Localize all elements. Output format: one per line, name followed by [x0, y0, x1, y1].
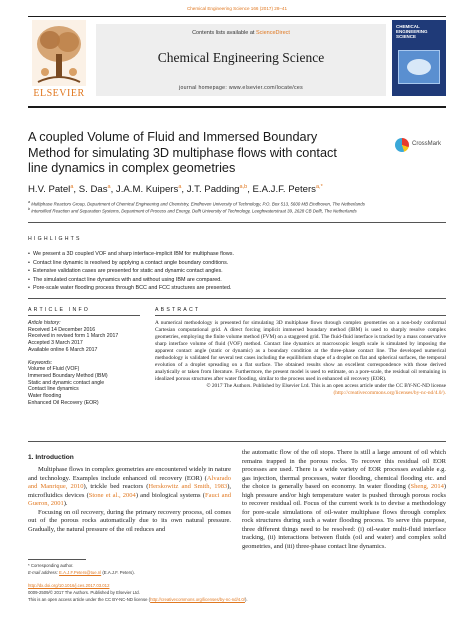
abstract-license: © 2017 The Authors. Published by Elsevier Ltd. This is an open access article under the CC BY-NC-ND license (http://creativecommons.org/licenses/by-nc-nd/4.0/).: [206, 383, 446, 397]
highlights-heading: HIGHLIGHTS: [28, 236, 82, 242]
crossmark-label: CrossMark: [412, 141, 442, 147]
journal-homepage[interactable]: journal homepage: www.elsevier.com/locate/ces: [179, 85, 303, 91]
author[interactable]: E.A.J.F. Peters$^{a,*}$: [252, 184, 323, 196]
crossmark-button[interactable]: [395, 138, 455, 154]
article-info: [28, 320, 140, 406]
email-note: E-mail address: E.A.J.F.Peters@tue.nl (E.A.J.F. Peters).: [28, 570, 135, 575]
author[interactable]: H.V. Patel$^a$: [28, 184, 74, 196]
highlight-item: • The simulated contact line dynamics with and without using IBM are compared.: [28, 276, 446, 285]
author[interactable]: J.A.M. Kuipers$^a$: [115, 184, 182, 196]
cover-illustration: [398, 50, 440, 84]
highlights-list: [28, 250, 446, 293]
citation-link[interactable]: Sheng, 2014: [410, 483, 444, 491]
footnote-rule: [28, 559, 86, 560]
abstract-heading: ABSTRACT: [155, 307, 201, 313]
author[interactable]: S. Das$^a$: [78, 184, 111, 196]
journal-citation[interactable]: Chemical Engineering Science 166 (2017) 28–41: [186, 6, 288, 11]
license-link[interactable]: http://creativecommons.org/licenses/by-nc-nd/4.0/: [150, 597, 245, 602]
cover-title: CHEMICAL ENGINEERING SCIENCE: [396, 24, 428, 39]
keyword: Water flooding: [28, 393, 62, 400]
affiliation: $^b$ Intensified Reaction and Separation Systems, Department of Process and Energy, Delft University of Technology, Leeghwaterstraat 39, 2628 CB Delft, The Netherlands: [28, 207, 357, 214]
corresponding-author-note: * Corresponding author.: [28, 563, 74, 568]
paragraph: Multiphase flows in complex geometries are encountered widely in nature and technology. Examples include enhanced oil recovery (EOR) (Alvarado and Manrique, 2010), trickle bed reactors (Herskowitz and Smith, 1983), microfluidics devices (Stone et al., 2004) and biological systems (Fauci and Gueron, 2001).: [28, 466, 232, 508]
keyword: Static and dynamic contact angle: [28, 379, 105, 386]
intro-right-column: [242, 449, 446, 552]
paragraph: the automatic flow of the oil stops. There is still a large amount of oil which remains trapped in the porous rocks. To recover this residual oil EOR processes are used. There is a wide variety of EOR processes available e.g. gas injection, thermal processes, water flooding, chemical flooding etc. and the choice is generally based on economy. In water flooding (Sheng, 2014) high pressure and/or high temperature water is pushed through porous rocks to recover residual oil. Focus of the current work is to devise a methodology for pore-scale simulations of oil-water multiphase flows through complex rock structures during such a water flooding process. To serve this purpose, three different things need to be resolved: (i) oil-water multi-fluid interface tracking, (ii) interactions between fluids (oil and water) and complex solid geometries, and (iii) three-phase contact line dynamics.: [242, 449, 446, 551]
history-item: Accepted 3 March 2017: [28, 340, 83, 347]
divider: [28, 441, 446, 442]
journal-name: Chemical Engineering Science: [157, 50, 325, 65]
history-item: Available online 6 March 2017: [28, 346, 98, 353]
keywords-label: Keywords:: [28, 359, 53, 366]
keyword: Enhanced Oil Recovery (EOR): [28, 399, 99, 406]
elsevier-tree-icon: [32, 20, 86, 86]
contents-line: Contents lists available at ScienceDirect: [192, 30, 290, 36]
keyword: Volume of Fluid (VOF): [28, 366, 80, 373]
elsevier-logo: [28, 18, 90, 100]
citation-link[interactable]: Alvarado and Manrique, 2010: [28, 474, 231, 491]
citation-link[interactable]: Herskowitz and Smith, 1983: [148, 483, 228, 491]
history-label: Article history:: [28, 320, 61, 326]
divider: [28, 298, 446, 299]
header-top-rule: [28, 16, 446, 17]
highlight-item: • Pore-scale water flooding process through BCC and FCC structures are presented.: [28, 284, 446, 293]
email-link[interactable]: E.A.J.F.Peters@tue.nl: [59, 570, 102, 575]
keyword: Immersed Boundary Method (IBM): [28, 372, 108, 379]
license-link[interactable]: (http://creativecommons.org/licenses/by-nc-nd/4.0/).: [333, 390, 446, 397]
divider: [28, 222, 446, 223]
article-info-heading: ARTICLE INFO: [28, 307, 91, 313]
license-line: This is an open access article under the CC BY-NC-ND license (http://creativecommons.org/licenses/by-nc-nd/4.0/).: [28, 597, 248, 602]
highlight-item: • We present a 3D coupled VOF and sharp interface-implicit IBM for multiphase flows.: [28, 250, 446, 259]
highlight-item: • Extensive validation cases are presented for static and dynamic contact angles.: [28, 267, 446, 276]
citation-link[interactable]: Stone et al., 2004: [88, 491, 136, 499]
divider: [155, 315, 446, 316]
issn-line: 0009-2509/© 2017 The Authors. Published by Elsevier Ltd.: [28, 590, 140, 595]
divider: [28, 315, 140, 316]
section-heading: 1. Introduction: [28, 454, 74, 461]
highlight-item: • Contact line dynamic is resolved by applying a contact angle boundary conditions.: [28, 259, 446, 268]
doi-link[interactable]: http://dx.doi.org/10.1016/j.ces.2017.03.012: [28, 583, 110, 588]
author-list: H.V. Patel$^a$, S. Das$^a$, J.A.M. Kuipers$^a$, J.T. Padding$^{a,b}$, E.A.J.F. Peters$^{a,*}$: [28, 184, 323, 196]
article-title: A coupled Volume of Fluid and Immersed Boundary Method for simulating 3D multiphase flows with contact line dynamics in complex geometries: [28, 130, 337, 175]
affiliation: $^a$ Multiphase Reactors Group, Department of Chemical Engineering and Chemistry, Eindhoven University of Technology, P.O. Box 513, 5600 MB Eindhoven, The Netherlands: [28, 200, 365, 207]
journal-cover-image: [392, 20, 446, 96]
abstract: [155, 320, 446, 398]
elsevier-wordmark: ELSEVIER: [33, 88, 85, 99]
paragraph: Focusing on oil recovery, during the primary recovery process, oil comes out of the porous rocks automatically due to its own natural pressure. Gradually, the natural pressure of the oil reduces and: [28, 508, 231, 533]
citation-link[interactable]: Fauci and Gueron, 2001: [28, 491, 231, 508]
author[interactable]: J.T. Padding$^{a,b}$: [186, 184, 248, 196]
history-item: Received 14 December 2016: [28, 326, 96, 333]
header-bottom-rule: [28, 106, 446, 108]
abstract-text: A numerical methodology is presented for simulating 3D multiphase flows through complex geometries on a non-body conformal Cartesian computational grid. A direct forcing implicit immersed boundary method (IBM) is used to sharply resolve complex geometries, employing the finite volume method (FVM) on a staggered grid. The fluid-fluid interface is tracked by a mass conservative sharp interface volume of fluid (VOF) method. Contact line dynamics at macroscopic length scale is simulated by imposing the apparent contact angle (static or dynamic) as a boundary condition at the three-phase contact line. The developed numerical methodology is validated for several test cases including the equilibrium shape of a droplet on flat and spherical surfaces, the temporal evolution of a droplet spreading on a flat surface. The obtained results show an excellent correspondence with those derived analytically or taken from literature. Furthermore, the present model is used to estimate, on a pore-scale, the residual oil remaining in idealized porous structures after water flooding, similar to the process used in enhanced oil recovery (EOR).: [155, 320, 446, 383]
keyword: Contact line dynamics: [28, 386, 79, 393]
history-item: Received in revised form 1 March 2017: [28, 333, 119, 340]
sciencedirect-link[interactable]: ScienceDirect: [255, 30, 290, 36]
crossmark-icon: [395, 138, 409, 152]
intro-left-column: [28, 466, 231, 534]
